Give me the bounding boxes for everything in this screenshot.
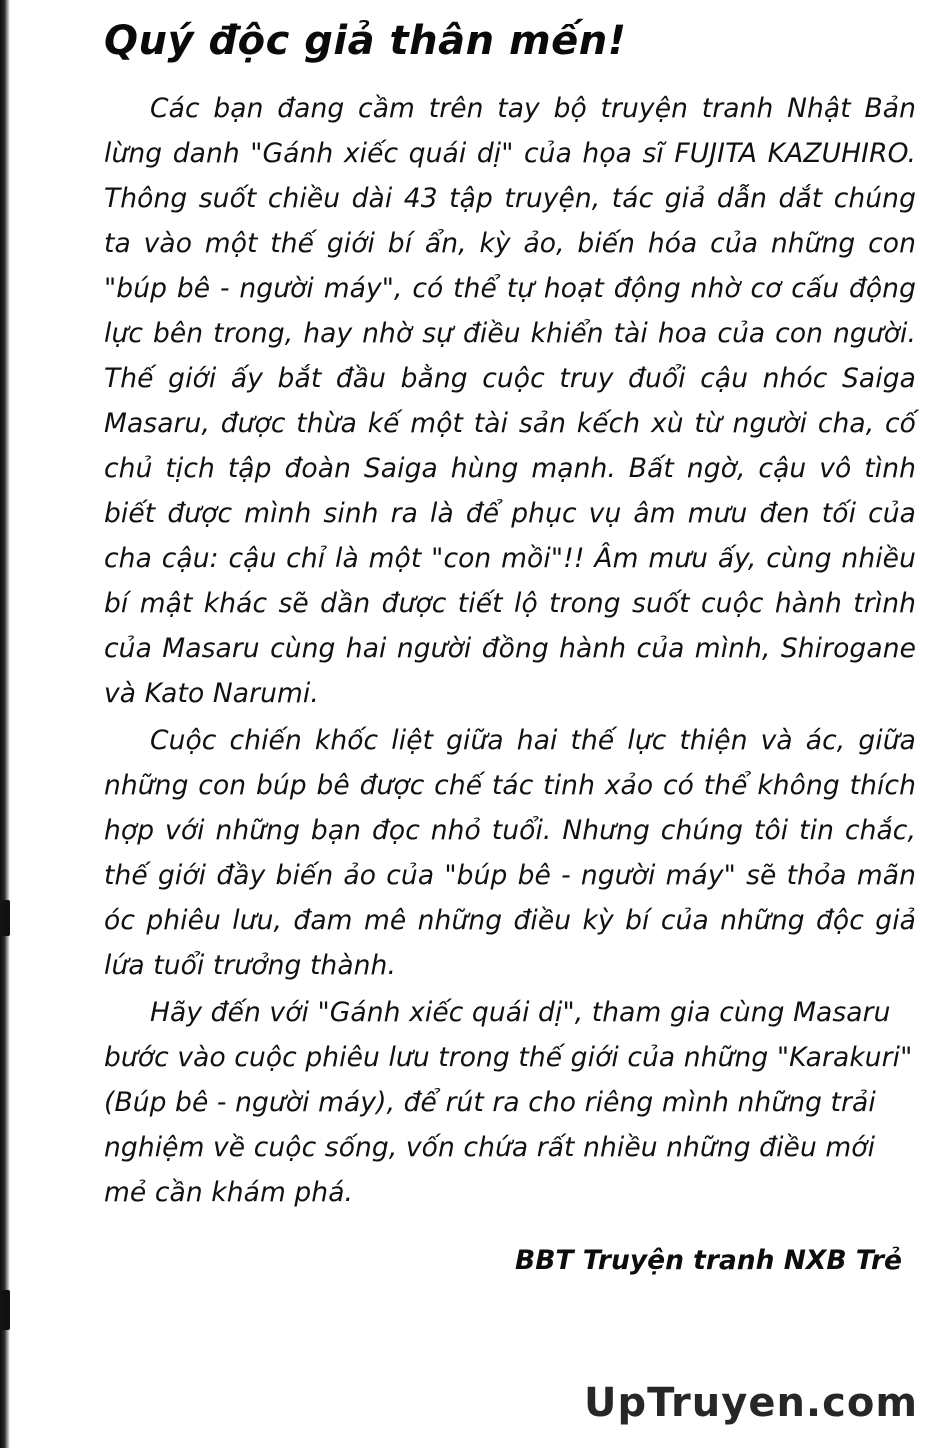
- paragraph-2: Cuộc chiến khốc liệt giữa hai thế lực thiện và ác, giữa những con búp bê được chế tác tinh xảo có thể không thích hợp với những bạn đọc nhỏ tuổi. Nhưng chúng tôi tin chắc, thế giới đầy biến ảo của "búp bê - người máy" sẽ thỏa mãn óc phiêu lưu, đam mê những điều kỳ bí của những độc giả lứa tuổi trưởng thành.: [104, 725, 916, 981]
- paragraph-3: Hãy đến với "Gánh xiếc quái dị", tham gia cùng Masaru bước vào cuộc phiêu lưu trong thế giới của những "Karakuri" (Búp bê - người máy), để rút ra cho riêng mình những trải nghiệm về cuộc sống, vốn chứa rất nhiều những điều mới mẻ cần khám phá.: [104, 997, 913, 1208]
- binding-mark-upper: [2, 900, 10, 936]
- page-title: Quý độc giả thân mến!: [104, 18, 627, 64]
- binding-mark-lower: [2, 1290, 10, 1330]
- paragraph-1: Các bạn đang cầm trên tay bộ truyện tranh Nhật Bản lừng danh "Gánh xiếc quái dị" của họa sĩ FUJITA KAZUHIRO. Thông suốt chiều dài 43 tập truyện, tác giả dẫn dắt chúng ta vào một thế giới bí ẩn, kỳ ảo, biến hóa của những con "búp bê - người máy", có thể tự hoạt động nhờ cơ cấu động lực bên trong, hay nhờ sự điều khiển tài hoa của con người. Thế giới ấy bắt đầu bằng cuộc truy đuổi cậu nhóc Saiga Masaru, được thừa kế một tài sản kếch xù từ người cha, cố chủ tịch tập đoàn Saiga hùng mạnh. Bất ngờ, cậu vô tình biết được mình sinh ra là để phục vụ âm mưu đen tối của cha cậu: cậu chỉ là một "con mồi"!! Âm mưu ấy, cùng nhiều bí mật khác sẽ dần được tiết lộ trong suốt cuộc hành trình của Masaru cùng hai người đồng hành của mình, Shirogane và Kato Narumi.: [104, 93, 916, 709]
- page-binding-edge: [0, 0, 10, 1448]
- signature-line: BBT Truyện tranh NXB Trẻ: [515, 1245, 902, 1276]
- page-content: [104, 0, 916, 1448]
- site-watermark: UpTruyen.com: [584, 1380, 918, 1426]
- letter-body: [104, 86, 916, 1215]
